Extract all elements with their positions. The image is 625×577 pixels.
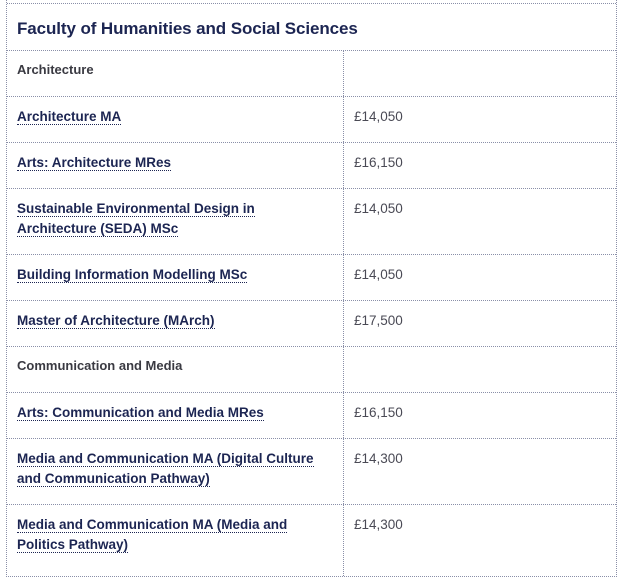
table-row	[7, 504, 616, 576]
section-row	[7, 50, 616, 96]
table-row	[7, 300, 616, 346]
course-link-media-comm-digital-culture[interactable]: Media and Communication MA (Digital Culture and Communication Pathway)	[17, 451, 314, 486]
course-fee: £14,050	[354, 267, 403, 282]
course-name-cell	[7, 393, 344, 438]
course-fee: £16,150	[354, 155, 403, 170]
course-fee: £17,500	[354, 313, 403, 328]
faculty-title: Faculty of Humanities and Social Sciences	[17, 19, 358, 38]
course-link-bim-msc[interactable]: Building Information Modelling MSc	[17, 267, 248, 282]
course-link-media-comm-politics[interactable]: Media and Communication MA (Media and Politics Pathway)	[17, 517, 288, 552]
course-link-arts-architecture-mres[interactable]: Arts: Architecture MRes	[17, 155, 172, 170]
course-name-cell	[7, 143, 344, 188]
course-link-seda-msc[interactable]: Sustainable Environmental Design in Architecture (SEDA) MSc	[17, 201, 255, 236]
section-label-communication-media: Communication and Media	[7, 347, 344, 392]
course-name-cell	[7, 439, 344, 504]
table-row	[7, 392, 616, 438]
course-name-cell	[7, 301, 344, 346]
course-fee: £14,050	[354, 109, 403, 124]
section-empty-cell	[344, 347, 616, 392]
table-row	[7, 254, 616, 300]
course-name-cell	[7, 189, 344, 254]
course-name-cell	[7, 97, 344, 142]
section-row	[7, 346, 616, 392]
course-link-architecture-ma[interactable]: Architecture MA	[17, 109, 122, 124]
course-fee: £14,300	[354, 517, 403, 532]
course-name-cell	[7, 255, 344, 300]
table-row	[7, 188, 616, 254]
course-fee: £14,050	[354, 201, 403, 216]
table-row	[7, 142, 616, 188]
fees-table	[6, 0, 617, 577]
table-row	[7, 96, 616, 142]
section-empty-cell	[344, 51, 616, 96]
table-row	[7, 438, 616, 504]
course-link-march[interactable]: Master of Architecture (MArch)	[17, 313, 215, 328]
course-fee: £16,150	[354, 405, 403, 420]
course-link-arts-communication-media-mres[interactable]: Arts: Communication and Media MRes	[17, 405, 264, 420]
faculty-header-row	[7, 3, 616, 50]
course-fee: £14,300	[354, 451, 403, 466]
course-name-cell	[7, 505, 344, 576]
section-label-architecture: Architecture	[7, 51, 344, 96]
